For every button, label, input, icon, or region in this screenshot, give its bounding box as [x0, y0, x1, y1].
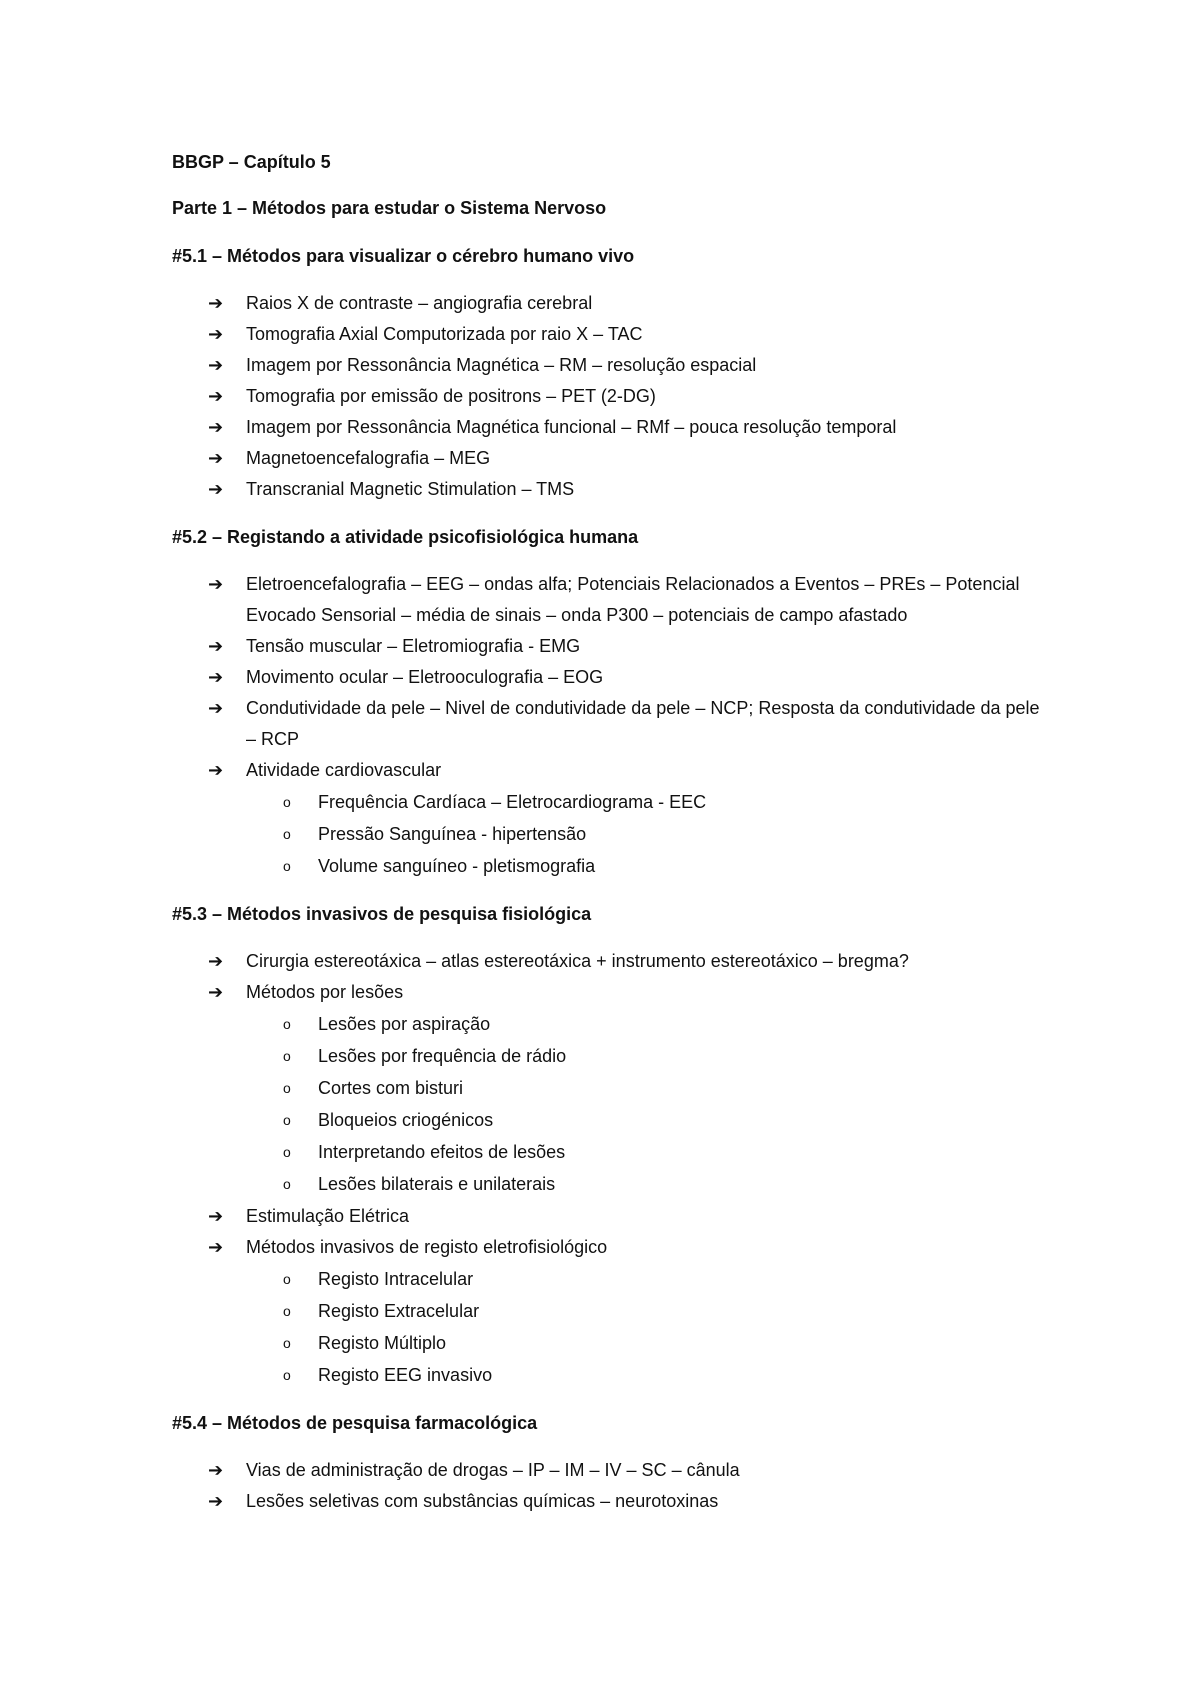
bullet-list [172, 946, 1052, 1391]
list-item-text: Atividade cardiovascular [246, 760, 442, 780]
list-item-text: Movimento ocular – Eletrooculografia – EOG [246, 667, 604, 687]
sub-list-item-text: Lesões por frequência de rádio [318, 1046, 567, 1066]
sub-list-item [246, 787, 1052, 818]
sub-list-item [246, 1105, 1052, 1136]
arrow-right-icon: ➔ [208, 982, 224, 1003]
sub-list-item-text: Bloqueios criogénicos [318, 1110, 494, 1130]
list-item-text: Métodos por lesões [246, 982, 404, 1002]
list-item-text: Raios X de contraste – angiografia cerebral [246, 293, 593, 313]
section-heading: #5.2 – Registando a atividade psicofisiológica humana [172, 527, 639, 547]
document-title: BBGP – Capítulo 5 [172, 152, 331, 172]
sub-list-item [246, 1073, 1052, 1104]
sub-list-item-text: Frequência Cardíaca – Eletrocardiograma - EEC [318, 792, 707, 812]
arrow-right-icon: ➔ [208, 1491, 224, 1512]
bullet-list [172, 569, 1052, 882]
list-item [172, 474, 1052, 505]
arrow-right-icon: ➔ [208, 667, 224, 688]
sub-list-item-text: Registo Extracelular [318, 1301, 480, 1321]
list-item-text: Métodos invasivos de registo eletrofisiológico [246, 1237, 608, 1257]
bullet-list [172, 1455, 1052, 1517]
arrow-right-icon: ➔ [208, 293, 224, 314]
list-item [172, 381, 1052, 412]
section-heading: #5.1 – Métodos para visualizar o cérebro humano vivo [172, 246, 635, 266]
list-item-text: Eletroencefalografia – EEG – ondas alfa; Potenciais Relacionados a Eventos – PREs – Potencial Evocado Sensorial – média de sinais – onda P300 – potenciais de campo afastado [246, 574, 1020, 625]
list-item-text: Estimulação Elétrica [246, 1206, 410, 1226]
hollow-circle-icon: o [283, 1080, 291, 1096]
sub-list-item [246, 1296, 1052, 1327]
sub-list-item [246, 1041, 1052, 1072]
list-item-text: Condutividade da pele – Nivel de condutividade da pele – NCP; Resposta da condutividade da pele – RCP [246, 698, 1040, 749]
list-item [172, 755, 1052, 882]
list-item [172, 1486, 1052, 1517]
arrow-right-icon: ➔ [208, 1460, 224, 1481]
hollow-circle-icon: o [283, 1335, 291, 1351]
list-item-text: Transcranial Magnetic Stimulation – TMS [246, 479, 575, 499]
hollow-circle-icon: o [283, 1303, 291, 1319]
hollow-circle-icon: o [283, 1144, 291, 1160]
list-item-text: Tomografia por emissão de positrons – PET (2-DG) [246, 386, 656, 406]
list-item [172, 412, 1052, 443]
section-heading: #5.4 – Métodos de pesquisa farmacológica [172, 1413, 538, 1433]
hollow-circle-icon: o [283, 826, 291, 842]
part-title: Parte 1 – Métodos para estudar o Sistema Nervoso [172, 198, 607, 218]
list-item [172, 319, 1052, 350]
hollow-circle-icon: o [283, 1367, 291, 1383]
arrow-right-icon: ➔ [208, 386, 224, 407]
sub-list-item [246, 1137, 1052, 1168]
list-item [172, 693, 1052, 755]
sub-list-item-text: Pressão Sanguínea - hipertensão [318, 824, 587, 844]
hollow-circle-icon: o [283, 1176, 291, 1192]
list-item [172, 631, 1052, 662]
hollow-circle-icon: o [283, 1271, 291, 1287]
sub-list-item-text: Lesões bilaterais e unilaterais [318, 1174, 556, 1194]
sub-list [172, 787, 1052, 882]
hollow-circle-icon: o [283, 1048, 291, 1064]
arrow-right-icon: ➔ [208, 760, 224, 781]
hollow-circle-icon: o [283, 1016, 291, 1032]
hollow-circle-icon: o [283, 858, 291, 874]
hollow-circle-icon: o [283, 1112, 291, 1128]
sub-list-item-text: Lesões por aspiração [318, 1014, 491, 1034]
sub-list-item [246, 1009, 1052, 1040]
list-item-text: Imagem por Ressonância Magnética funcional – RMf – pouca resolução temporal [246, 417, 897, 437]
section-heading: #5.3 – Métodos invasivos de pesquisa fisiológica [172, 904, 592, 924]
sections-container [172, 241, 1052, 1517]
arrow-right-icon: ➔ [208, 1206, 224, 1227]
sub-list-item-text: Registo EEG invasivo [318, 1365, 493, 1385]
sub-list-item [246, 1360, 1052, 1391]
sub-list-item-text: Registo Múltiplo [318, 1333, 447, 1353]
list-item [172, 288, 1052, 319]
list-item [172, 1455, 1052, 1486]
list-item [172, 977, 1052, 1200]
list-item [172, 569, 1052, 631]
list-item [172, 1232, 1052, 1391]
arrow-right-icon: ➔ [208, 636, 224, 657]
sub-list-item [246, 1264, 1052, 1295]
sub-list [172, 1009, 1052, 1200]
list-item-text: Tensão muscular – Eletromiografia - EMG [246, 636, 581, 656]
list-item [172, 443, 1052, 474]
list-item [172, 662, 1052, 693]
arrow-right-icon: ➔ [208, 574, 224, 595]
document-content [172, 147, 1052, 1517]
arrow-right-icon: ➔ [208, 355, 224, 376]
list-item [172, 946, 1052, 977]
sub-list-item-text: Cortes com bisturi [318, 1078, 464, 1098]
hollow-circle-icon: o [283, 794, 291, 810]
arrow-right-icon: ➔ [208, 448, 224, 469]
arrow-right-icon: ➔ [208, 1237, 224, 1258]
list-item [172, 1201, 1052, 1232]
sub-list-item [246, 1169, 1052, 1200]
sub-list-item [246, 819, 1052, 850]
list-item-text: Vias de administração de drogas – IP – IM – IV – SC – cânula [246, 1460, 740, 1480]
arrow-right-icon: ➔ [208, 951, 224, 972]
sub-list-item-text: Interpretando efeitos de lesões [318, 1142, 566, 1162]
list-item [172, 350, 1052, 381]
arrow-right-icon: ➔ [208, 324, 224, 345]
list-item-text: Tomografia Axial Computorizada por raio X – TAC [246, 324, 643, 344]
sub-list-item-text: Volume sanguíneo - pletismografia [318, 856, 596, 876]
list-item-text: Lesões seletivas com substâncias químicas – neurotoxinas [246, 1491, 719, 1511]
list-item-text: Imagem por Ressonância Magnética – RM – resolução espacial [246, 355, 757, 375]
arrow-right-icon: ➔ [208, 479, 224, 500]
list-item-text: Cirurgia estereotáxica – atlas estereotáxica + instrumento estereotáxico – bregma? [246, 951, 909, 971]
arrow-right-icon: ➔ [208, 417, 224, 438]
sub-list-item-text: Registo Intracelular [318, 1269, 474, 1289]
list-item-text: Magnetoencefalografia – MEG [246, 448, 491, 468]
arrow-right-icon: ➔ [208, 698, 224, 719]
sub-list-item [246, 1328, 1052, 1359]
bullet-list [172, 288, 1052, 505]
sub-list [172, 1264, 1052, 1391]
sub-list-item [246, 851, 1052, 882]
